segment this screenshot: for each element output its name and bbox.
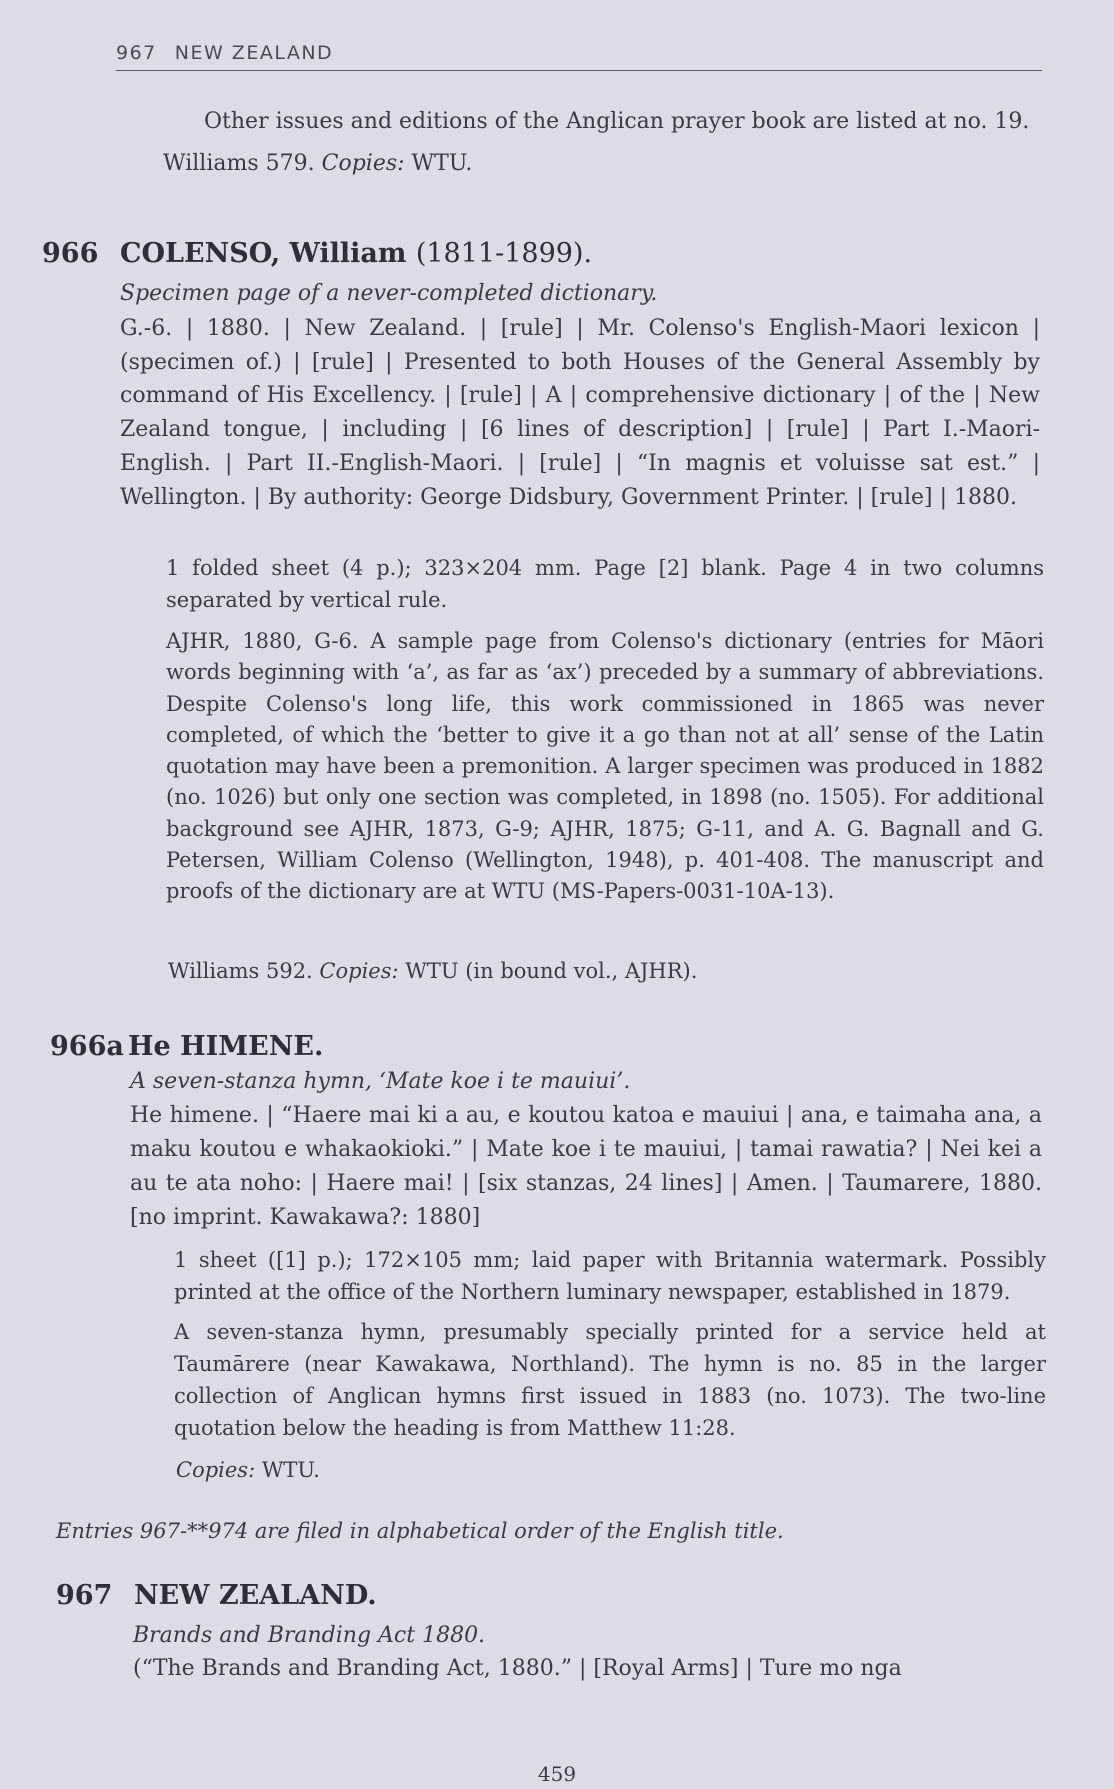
intro-copies-value: WTU.	[411, 151, 473, 176]
entry-966-refs	[168, 955, 697, 987]
entry-number: 966	[42, 238, 99, 269]
entry-966-collation: 1 folded sheet (4 p.); 323×204 mm. Page [2] blank. Page 4 in two columns separated by vertical rule.	[166, 556, 1044, 612]
entry-966-transcription: G.-6. | 1880. | New Zealand. | [rule] | Mr. Colenso's English-Maori lexicon | (specimen of.) | [rule] | Presented to both Houses of the General Assembly by command of His Excellency. | [rule] | A | comprehensive dictionary | of the | New Zealand tongue, | including | [6 lines of description] | [rule] | Part I.-Maori-English. | Part II.-English-Maori. | [rule] | “In magnis et voluisse sat est.” | Wellington. | By authority: George Didsbury, Government Printer. | [rule] | 1880.	[120, 316, 1040, 510]
page-number: 459	[537, 1762, 577, 1786]
entry-dates: (1811-1899).	[415, 238, 593, 269]
entry-967-transcription: (“The Brands and Branding Act, 1880.” | [Royal Arms] | Ture mo nga	[133, 1656, 902, 1681]
entry-966a-copies-label: Copies:	[176, 1458, 256, 1482]
entry-966a-transcription: He himene. | “Haere mai ki a au, e koutou katoa e mauiui | ana, e taimaha ana, a maku koutou e whakaokioki.” | Mate koe i te mauiui, | tamai rawatia? | Nei kei a au te ata noho: | Haere mai! | [six stanzas, 24 lines] | Amen. | Taumarere, 1880. [no imprint. Kawakawa?: 1880]	[130, 1103, 1042, 1230]
entry-966a-heading	[50, 1031, 323, 1062]
entry-966-copies-label: Copies:	[319, 959, 399, 983]
entry-966a-notes: A seven-stanza hymn, presumably specially printed for a service held at Taumārere (near Kawakawa, Northland). The hymn is no. 85 in the larger collection of Anglican hymns first issued in 1883 (no. 1073). The two-line quotation below the heading is from Matthew 11:28.	[174, 1320, 1046, 1440]
entry-967-heading	[56, 1580, 377, 1611]
entry-number: 967	[56, 1580, 113, 1611]
entry-966a-subtitle: A seven-stanza hymn, ‘Mate koe i te mauiui’.	[130, 1069, 631, 1094]
entry-number: 966a	[50, 1031, 124, 1062]
filing-note: Entries 967-**974 are filed in alphabetical order of the English title.	[56, 1519, 784, 1543]
entry-name: He HIMENE.	[128, 1031, 324, 1062]
header-title: NEW ZEALAND	[174, 42, 334, 64]
running-header	[116, 42, 1042, 71]
intro-line: Other issues and editions of the Anglican prayer book are listed at no. 19.	[204, 109, 1030, 134]
entry-name: COLENSO, William	[120, 238, 407, 269]
intro-refs	[163, 147, 472, 181]
entry-966-subtitle: Specimen page of a never-completed dictionary.	[120, 281, 658, 306]
header-page-ref: 967	[116, 42, 157, 64]
entry-966-copies-value: WTU (in bound vol., AJHR).	[405, 959, 698, 983]
intro-copies-label: Copies:	[321, 151, 405, 176]
entry-966a-copies-value: WTU.	[261, 1458, 320, 1482]
entry-966a-copies	[176, 1454, 320, 1486]
entry-966a-collation: 1 sheet ([1] p.); 172×105 mm; laid paper with Britannia watermark. Possibly printed at the office of the Northern luminary newspaper, established in 1879.	[174, 1248, 1046, 1304]
entry-name: NEW ZEALAND.	[134, 1580, 377, 1611]
entry-966-notes: AJHR, 1880, G-6. A sample page from Colenso's dictionary (entries for Māori words beginning with ‘a’, as far as ‘ax’) preceded by a summary of abbreviations. Despite Colenso's long life, this work commissioned in 1865 was never completed, of which the ‘better to give it a go than not at all’ sense of the Latin quotation may have been a premonition. A larger specimen was produced in 1882 (no. 1026) but only one section was completed, in 1898 (no. 1505). For additional background see AJHR, 1873, G-9; AJHR, 1875; G-11, and A. G. Bagnall and G. Petersen, William Colenso (Wellington, 1948), p. 401-408. The manuscript and proofs of the dictionary are at WTU (MS-Papers-0031-10A-13).	[166, 629, 1044, 904]
entry-966-williams-ref: Williams 592.	[168, 959, 313, 983]
intro-williams-ref: Williams 579.	[163, 151, 315, 176]
entry-966-heading	[42, 238, 592, 269]
entry-967-subtitle: Brands and Branding Act 1880.	[133, 1623, 486, 1648]
